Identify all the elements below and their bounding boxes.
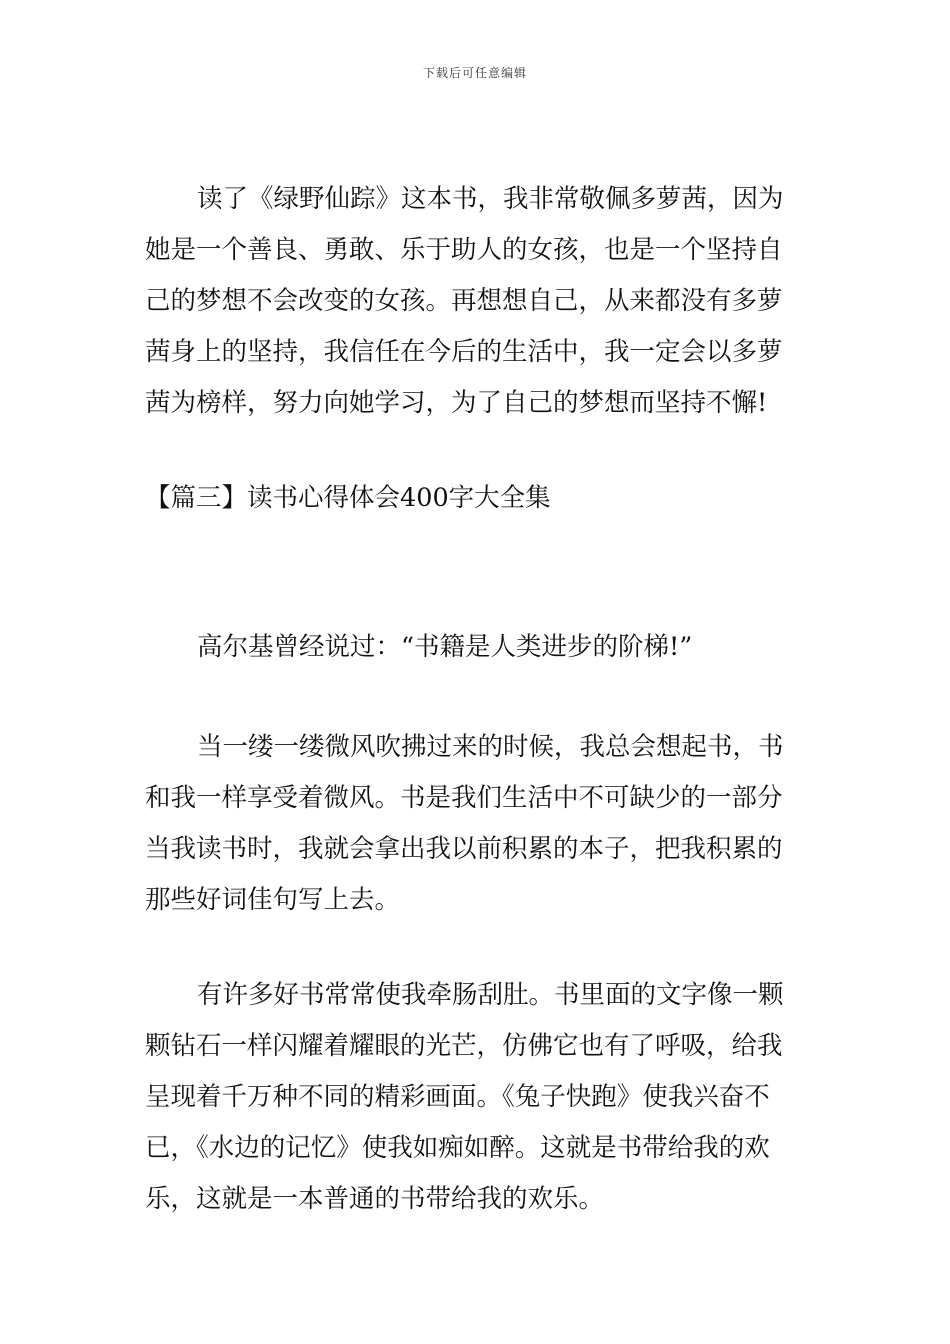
- paragraph-line: 她是一个善良、勇敢、乐于助人的女孩，也是一个坚持自: [145, 235, 783, 265]
- paragraph-line: 当一缕一缕微风吹拂过来的时候，我总会想起书，书: [197, 732, 784, 762]
- paragraph-line: 茜为榜样，努力向她学习，为了自己的梦想而坚持不懈!: [145, 388, 768, 418]
- paragraph-1: [145, 174, 810, 429]
- paragraph-line: 当我读书时，我就会拿出我以前积累的本子，把我积累的: [145, 834, 783, 864]
- paragraph-line: 和我一样享受着微风。书是我们生活中不可缺少的一部分: [145, 783, 783, 813]
- quote-paragraph: [145, 622, 810, 673]
- paragraph-line: 已，《水边的记忆》使我如痴如醉。这就是书带给我的欢: [145, 1133, 770, 1163]
- paragraph-2: [145, 722, 810, 926]
- paragraph-line: 颗钻石一样闪耀着耀眼的光芒，仿佛它也有了呼吸，给我: [145, 1031, 783, 1061]
- paragraph-line: 乐，这就是一本普通的书带给我的欢乐。: [145, 1184, 605, 1214]
- paragraph-line: 茜身上的坚持，我信任在今后的生活中，我一定会以多萝: [145, 337, 783, 367]
- paragraph-line: 己的梦想不会改变的女孩。再想想自己，从来都没有多萝: [145, 286, 783, 316]
- paragraph-line: 高尔基曾经说过：“书籍是人类进步的阶梯!”: [197, 632, 693, 662]
- paragraph-line: 有许多好书常常使我牵肠刮肚。书里面的文字像一颗: [197, 980, 784, 1010]
- paragraph-line: 读了《绿野仙踪》这本书，我非常敬佩多萝茜，因为: [197, 184, 784, 214]
- paragraph-3: [145, 970, 810, 1225]
- header-note: 下载后可任意编辑: [422, 66, 527, 80]
- section-heading: 【篇三】读书心得体会400字大全集: [145, 483, 551, 513]
- paragraph-line: 呈现着千万种不同的精彩画面。《兔子快跑》使我兴奋不: [145, 1082, 770, 1112]
- paragraph-line: 那些好词佳句写上去。: [145, 885, 401, 915]
